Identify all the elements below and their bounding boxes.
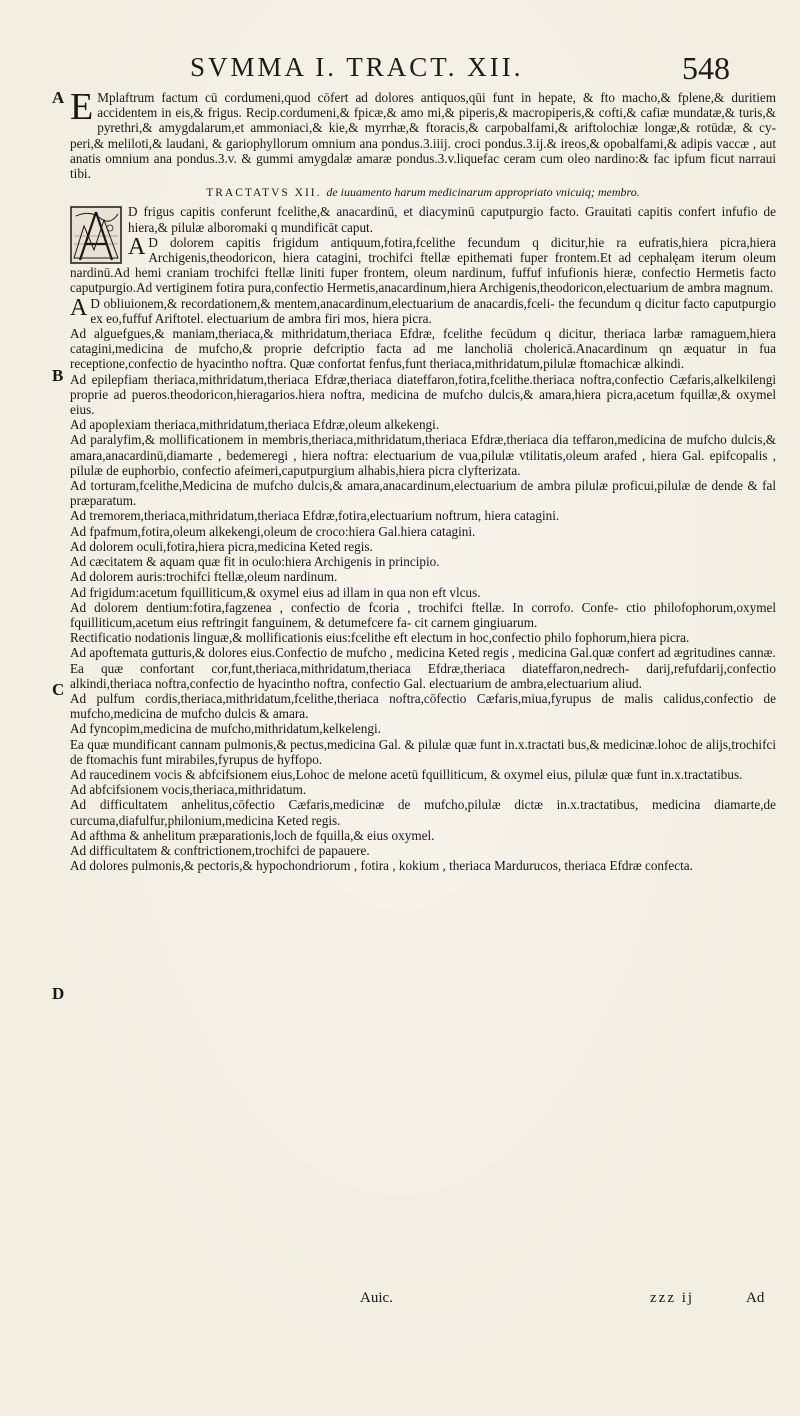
drop-initial-small: A <box>70 294 88 321</box>
drop-initial: E <box>70 86 94 128</box>
line-entry: Ad dolorem oculi,fotira,hiera picra,medicina Keted regis. <box>70 538 373 554</box>
signature-mark: zzz ij <box>650 1290 695 1306</box>
running-title: SVMMA I. TRACT. XII. <box>190 52 524 82</box>
paragraph-text-2: D dolorem capitis frigidum antiquum,fotira,fcelithe fecundum q dicitur,hie ra eufratis,hiera picra,hiera Archigenis,theodoricon, hiera catagini, trochifci ftellæ epithemati fuper frontem.Et ad cephalęam iterum oleum nardinū.Ad hemi craniam trochifci ftellæ liniti fuper frontem, oleum nardinum, fuffuf infufionis hieræ, confectio Hermetis facto caputpurgio.Ad vertiginem fotira pura,confectio Hermetis,anacardinum,hiera Archigenis,theodoricon,electuarium de ambra magnum. <box>70 234 776 296</box>
page-footer <box>70 1290 776 1314</box>
tractatus-subtitle: de iuuamento harum medicinarum appropriato vnicuiq; membro. <box>326 185 640 200</box>
paragraph-emplastrum <box>70 86 776 182</box>
margin-letter-c: C <box>52 680 65 699</box>
catchword-next: Ad <box>746 1290 765 1306</box>
tractatus-heading <box>70 185 776 201</box>
margin-letter-a: A <box>52 88 65 107</box>
tractatus-label: TRACTATVS XII. <box>206 187 322 200</box>
line-entry: Ad fyncopim,medicina de mufcho,mithridatum,kelkelengi. <box>70 721 381 737</box>
line-entry: Ad cæcitatem & aquam quæ fit in oculo:hiera Archigenis in principio. <box>70 554 440 570</box>
paragraph-text: D obliuionem,& recordationem,& mentem,anacardinum,electuarium de anacardis,fceli- the fecundum q dicitur facto caputpurgio ex eo,fuffuf Ariftotel. electuarium de ambra firi mos, hiera picra. <box>90 295 776 326</box>
line-entry: Ea quæ confortant cor,funt,theriaca,mithridatum,theriaca Efdræ,theriaca diateffaron,nedrech- darij,refufdarij,confectio alkindi,theriaca noftra,confectio de hyacintho noftra, confectio Gal. electuarium de ambra,electuarium aliud. <box>70 660 776 691</box>
line-entry: Ad apoftemata gutturis,& dolores eius.Confectio de mufcho , medicina Keted regis , medicina Gal.quæ confert ad ægritudines cannæ. <box>70 645 776 661</box>
line-entry: Ad epilepfiam theriaca,mithridatum,theriaca Efdræ,theriaca diateffaron,fotira,fcelithe.theriaca noftra,confectio Cæfaris,alkelkilengi proprie ad pueros.theodoricon,hieragarios.hiera noftra, medicina de mufcho dulcis,& amara,hiera picra,acetum fquillæ,& oxymel eius. <box>70 371 776 418</box>
folio-number: 548 <box>682 50 730 86</box>
line-entry: Ad afthma & anhelitum præparationis,loch de fquilla,& eius oxymel. <box>70 827 435 843</box>
paragraph-capitis <box>70 204 776 295</box>
main-text <box>70 86 776 874</box>
line-entry: Ad dolorem dentium:fotira,fagzenea , confectio de fcoria , trochifci ftellæ. In corrofo. Confe- ctio philofophorum,oxymel fquilliticum,acetum eius reftringit fanguinem, & detumefcere fa- cit carnem gingiuarum. <box>70 599 776 630</box>
catchword-left: Auic. <box>360 1290 393 1306</box>
line-entry: Ad apoplexiam theriaca,mithridatum,theriaca Efdræ,oleum alkekengi. <box>70 417 440 433</box>
line-entry: Ad tremorem,theriaca,mithridatum,theriaca Efdræ,fotira,electuarium noftrum, hiera catagini. <box>70 508 560 524</box>
line-entry: Ad dolores pulmonis,& pectoris,& hypochondriorum , fotira , kokium , theriaca Mardurucos, theriaca Efdræ confecta. <box>70 858 693 874</box>
line-entry: Ea quæ mundificant cannam pulmonis,& pectus,medicina Gal. & pilulæ quæ funt in.x.tractati bus,& medicinæ.lohoc de alijs,trochifci de ftomachis funt mirabiles,fyrupus de hyffopo. <box>70 736 776 767</box>
line-entry: Ad difficultatem anhelitus,cōfectio Cæfaris,medicinæ de mufcho,pilulæ dictæ in.x.tractatibus, medicina diamarte,de curcuma,diafulfur,philonium,medicina Keted regis. <box>70 797 776 828</box>
line-entry: Ad raucedinem vocis & abfcifsionem eius,Lohoc de melone acetū fquilliticum, & oxymel eius, pilulæ quæ funt in.x.tractatibus. <box>70 766 743 782</box>
paragraph-obliuionem <box>70 296 776 326</box>
line-entry: Ad pulfum cordis,theriaca,mithridatum,fcelithe,theriaca noftra,cōfectio Cæfaris,miua,fyrupus de malis calidus,confectio de mufcho,medicina de mufcho dulcis & amara. <box>70 690 776 722</box>
line-entry: Rectificatio nodationis linguæ,& mollificationis eius:fcelithe eft electum in hoc,confectio philo fophorum,hiera picra. <box>70 630 690 646</box>
line-entry: Ad abfcifsionem vocis,theriaca,mithridatum. <box>70 782 307 798</box>
line-entry: Ad difficultatem & conftrictionem,trochifci de papauere. <box>70 842 370 858</box>
line-entry: Ad torturam,fcelithe,Medicina de mufcho dulcis,& amara,anacardinum,electuarium de ambra pilulæ proficui,pilulæ de dende & fal præparatum. <box>70 478 776 509</box>
margin-letter-b: B <box>52 366 64 385</box>
line-entry: Ad fpafmum,fotira,oleum alkekengi,oleum de croco:hiera Gal.hiera catagini. <box>70 523 476 539</box>
line-entry: Ad alguefgues,& maniam,theriaca,& mithridatum,theriaca Efdræ, fcelithe fecūdum q dicitur, theriaca larbæ ramaguem,hiera catagini,medicina de mufcho,& proprie defcriptio facta ad me lancholiā cholericā.Anacardinum qn æquatur in fua receptione,confectio de hyacintho noftra. Quæ confortat fenfus,funt theriaca,mithridatum,pilulæ ftomachicæ alkindi. <box>70 326 776 372</box>
page-header <box>190 52 730 92</box>
line-entry: Ad dolorem auris:trochifci ftellæ,oleum nardinum. <box>70 569 338 585</box>
line-entry: Ad frigidum:acetum fquilliticum,& oxymel eius ad illam in qua non eft vlcus. <box>70 584 481 600</box>
margin-letter-d: D <box>52 984 65 1003</box>
woodcut-initial-icon <box>70 206 122 264</box>
paragraph-text: D frigus capitis conferunt fcelithe,& anacardinū, et diacyminū caputpurgio facto. Grauitati capitis confert infufio de hiera,& pilulæ alboromaki q mundificāt caput. <box>128 204 776 235</box>
line-entry: Ad paralyfim,& mollificationem in membris,theriaca,mithridatum,theriaca Efdræ,theriaca dia teffaron,medicina de mufcho dulcis,& amara,anacardinū,diamarte , bedemeregi , hiera noftra: electuarium de vua,pilulæ vtilitatis,oleum arafed , hiera Gal. epifcopalis , pilulæ de euphorbio, confectio afeimeri,caputpurgium alhabis,hiera picra clyfterizata. <box>70 432 776 478</box>
paragraph-text: Mplaftrum factum cū cordumeni,quod cōfert ad dolores antiquos,qūi funt in hepate, & fto macho,& fplene,& duritiem accidentem in eis,& frigus. Recip.cordumeni,& fpicæ,& amo mi,& piperis,& macropiperis,& cofti,& cafiæ mundatæ,& turis,& pyrethri,& amygdalarum,et ammoniaci,& kie,& myrrhæ,& ftoracis,& carpobalfami,& ariftolochiæ longæ,& rotūdæ, & cy- peri,& meliloti,& laudani, & gariophyllorum omnium ana pondus.3.iiij. croci pondus.3.ij.& ireos,& opobalfami,& adipis vaccæ , aut anatis omnium ana pondus.3.v. & gummi amygdalæ amaræ pondus.3.v.liquefac ceram cum oleo nardino:& fac ipfum ficut narraui tibi. <box>70 90 776 182</box>
drop-initial-small: A <box>128 233 146 260</box>
